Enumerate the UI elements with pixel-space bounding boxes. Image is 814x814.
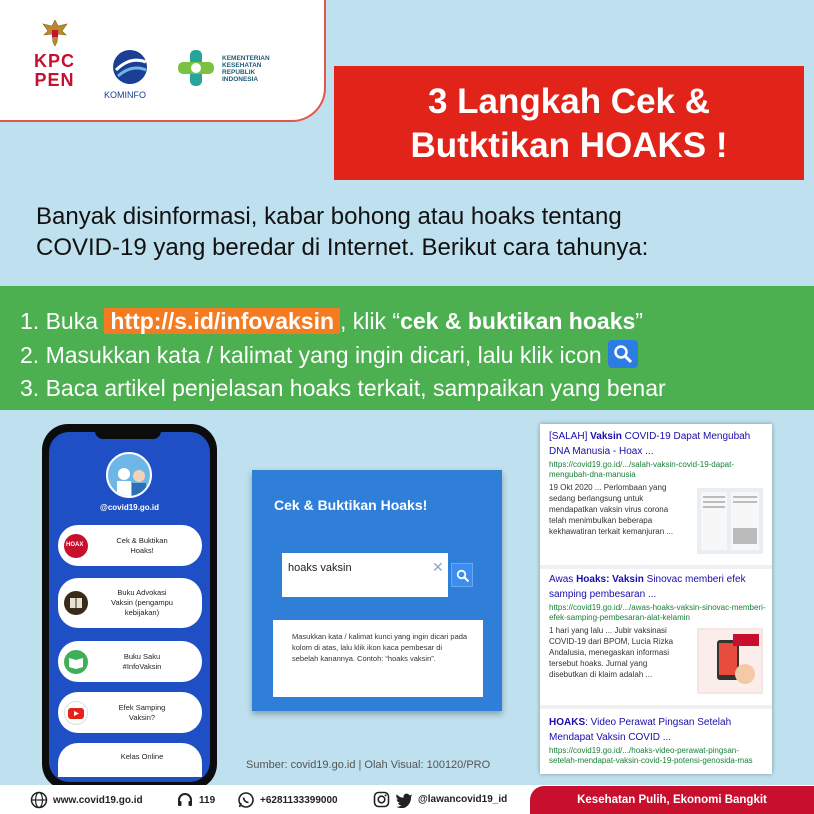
search-input[interactable] xyxy=(282,553,448,597)
page-title: 3 Langkah Cek & Butktikan HOAKS ! xyxy=(410,82,728,165)
result-thumbnail xyxy=(697,628,763,694)
result-snippet: 1 hari yang lalu ... Jubir vaksinasi COVID-19 dari BPOM, Lucia Rizka Andalusia, menegaskan informasi tersebut hoaks. Jurnal yang disebutkan di klaim adalah ... xyxy=(549,626,674,679)
footer-tagline: Kesehatan Pulih, Ekonomi Bangkit xyxy=(530,786,814,814)
phone-link-efek-samping[interactable] xyxy=(58,692,202,733)
footer-website[interactable]: www.covid19.go.id xyxy=(30,791,143,809)
youtube-icon xyxy=(64,701,88,725)
phone-link-cek-hoaks[interactable] xyxy=(58,525,202,566)
result-url: https://covid19.go.id/.../salah-vaksin-covid-19-dapat-mengubah-dna-manusia xyxy=(549,460,734,479)
result-title[interactable]: HOAKS: Video Perawat Pingsan Setelah Mendapat Vaksin COVID ... xyxy=(549,717,732,743)
result-url: https://covid19.go.id/.../hoaks-video-perawat-pingsan-setelah-mendapat-vaksin-covid-19-potensi-genosida-mas xyxy=(549,746,753,765)
intro-text: Banyak disinformasi, kabar bohong atau hoaks tentang COVID-19 yang beredar di Internet. Berikut cara tahunya: xyxy=(36,203,649,261)
search-help-text: Masukkan kata / kalimat kunci yang ingin dicari pada kolom di atas, lalu klik ikon kaca pembesar di sebelah kanannya. Contoh: “hoaks vaksin”. xyxy=(292,632,468,663)
search-icon xyxy=(456,569,470,583)
step-1-prefix: 1. Buka xyxy=(20,308,105,334)
kominfo-label: KOMINFO xyxy=(104,90,146,100)
result-title[interactable]: Awas Hoaks: Vaksin Sinovac memberi efek samping pembesaran ... xyxy=(549,574,746,600)
result-title[interactable]: [SALAH] Vaksin COVID-19 Dapat Mengubah DNA Manusia - Hoax ... xyxy=(549,431,751,457)
instagram-icon xyxy=(373,791,390,808)
step-2 xyxy=(20,340,638,370)
search-result[interactable] xyxy=(549,715,767,766)
twitter-icon xyxy=(395,792,413,808)
kemenkes-label: KEMENTERIAN KESEHATAN REPUBLIK INDONESIA xyxy=(222,55,270,83)
phone-link-label: Cek & Buktikan Hoaks! xyxy=(116,535,168,555)
hoax-icon: HOAX xyxy=(64,534,88,558)
kpcpen-logo: KPC PEN xyxy=(34,51,76,90)
headset-icon xyxy=(176,791,194,809)
phone-link-label: Buku Saku #InfoVaksin xyxy=(122,651,162,671)
search-icon xyxy=(608,340,638,368)
garuda-emblem-icon xyxy=(40,18,70,48)
step-2-text: 2. Masukkan kata / kalimat yang ingin dicari, lalu klik icon xyxy=(20,342,602,368)
kominfo-logo-icon xyxy=(108,48,152,86)
globe-icon xyxy=(30,791,48,809)
info-vaksin-link[interactable]: http://s.id/infovaksin xyxy=(104,308,340,334)
step-1-bold: cek & buktikan hoaks xyxy=(400,308,636,334)
footer-hotline[interactable]: 119 xyxy=(176,791,215,809)
phone-link-label: Kelas Online xyxy=(120,752,164,761)
kemenkes-logo-icon xyxy=(176,48,216,88)
result-divider xyxy=(540,705,772,709)
search-button[interactable] xyxy=(451,563,473,587)
avatar xyxy=(106,452,152,498)
step-1-end: ” xyxy=(635,308,643,334)
book-open-icon xyxy=(64,650,88,674)
phone-link-buku-saku[interactable] xyxy=(58,641,202,682)
footer-whatsapp[interactable]: +6281133399000 xyxy=(237,791,338,809)
footer-social[interactable]: @lawancovid19_id xyxy=(373,791,507,808)
search-card-title: Cek & Buktikan Hoaks! xyxy=(274,497,428,513)
result-divider xyxy=(540,565,772,569)
title-banner xyxy=(334,66,804,180)
step-1 xyxy=(20,306,643,336)
step-1-mid: , klik “ xyxy=(340,308,401,334)
phone-link-buku-advokasi[interactable] xyxy=(58,578,202,628)
phone-link-label: Efek Samping Vaksin? xyxy=(118,702,166,722)
result-url: https://covid19.go.id/.../awas-hoaks-vaksin-sinovac-memberi-efek-samping-pembesaran-alat-kelamin xyxy=(549,603,766,622)
search-input-value: hoaks vaksin xyxy=(288,562,352,574)
step-3: 3. Baca artikel penjelasan hoaks terkait, sampaikan yang benar xyxy=(20,375,666,401)
result-snippet: 19 Okt 2020 ... Perlombaan yang sedang berlangsung untuk mendapatkan vaksin virus corona telah menimbulkan beberapa kekhawatiran terkait kemanjuran ... xyxy=(549,483,674,536)
phone-notch xyxy=(95,428,161,439)
clear-icon[interactable]: ✕ xyxy=(432,559,444,575)
phone-link-label: Buku Advokasi Vaksin (pengampu kebijakan) xyxy=(111,588,173,617)
book-icon xyxy=(64,591,88,615)
whatsapp-icon xyxy=(237,791,255,809)
phone-link-kelas-online[interactable] xyxy=(58,743,202,777)
source-credit: Sumber: covid19.go.id | Olah Visual: 100120/PRO xyxy=(246,759,491,771)
result-thumbnail xyxy=(697,488,763,554)
profile-handle: @covid19.go.id xyxy=(100,503,159,512)
